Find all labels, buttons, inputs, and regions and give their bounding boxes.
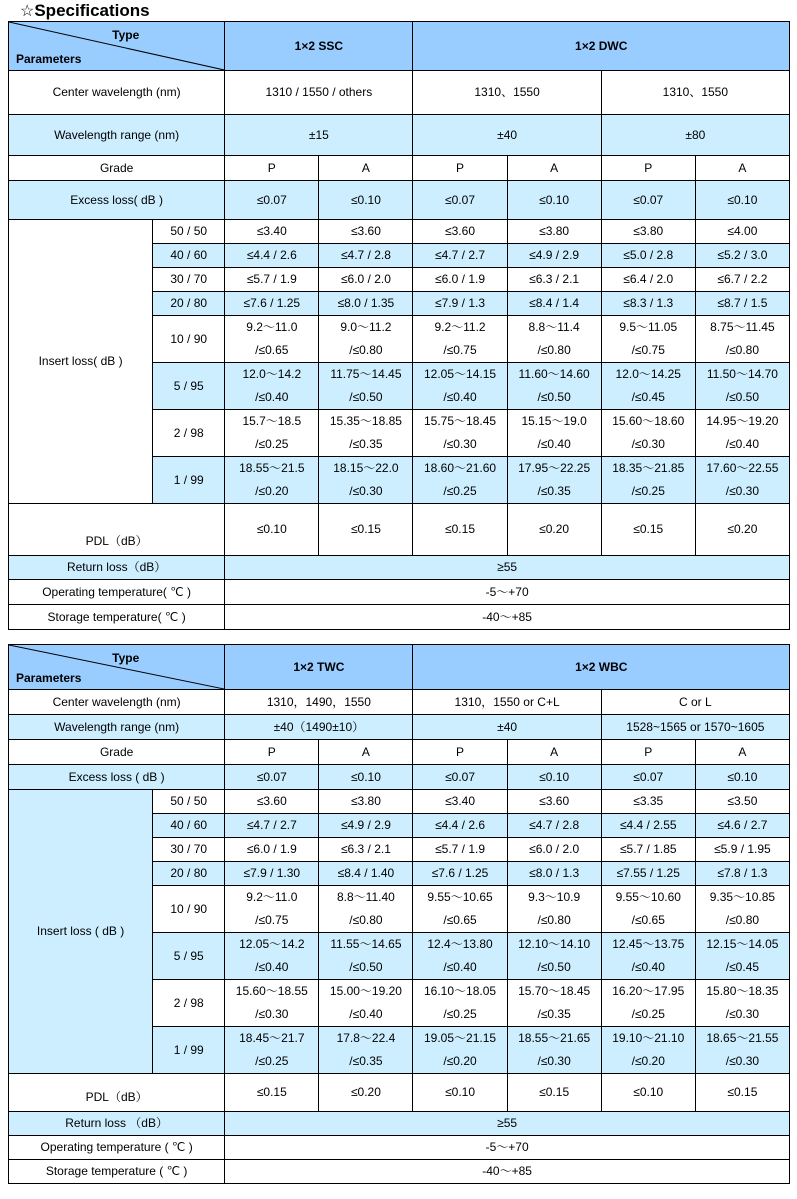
insert-loss-value: ≤6.3 / 2.1 [319,838,413,862]
insert-loss-range: 9.0～11.2 [340,320,392,334]
insert-loss-uniformity: /≤0.30 [255,1007,289,1021]
insert-loss-value: ≤8.0 / 1.35 [319,292,413,316]
insert-loss-value [601,1027,695,1074]
insert-loss-uniformity: /≤0.45 [631,390,665,404]
wavelength-range-value: ±40 [413,715,601,740]
insert-loss-uniformity: /≤0.35 [349,437,383,451]
split-ratio: 2 / 98 [153,980,225,1027]
center-wavelength-value: 1310 / 1550 / others [225,71,413,115]
insert-loss-uniformity: /≤0.75 [443,343,477,357]
insert-loss-range: 15.70～18.45 [518,984,591,998]
insert-loss-value: ≤7.9 / 1.30 [225,862,319,886]
grade-value: A [319,740,413,765]
insert-loss-range: 9.3～10.9 [528,890,581,904]
insert-loss-value: ≤8.4 / 1.4 [507,292,601,316]
insert-loss-range: 12.05～14.15 [423,367,497,381]
insert-loss-range: 9.55～10.60 [615,890,681,904]
insert-loss-value [225,363,319,410]
insert-loss-value [507,363,601,410]
insert-loss-uniformity: /≤0.50 [349,390,383,404]
insert-loss-uniformity: /≤0.40 [255,390,289,404]
split-ratio: 1 / 99 [153,1027,225,1074]
grade-value: P [601,740,695,765]
excess-loss-value: ≤0.10 [695,765,789,790]
insert-loss-value: ≤4.9 / 2.9 [507,244,601,268]
insert-loss-range: 18.65～21.55 [706,1031,779,1045]
spec-table-ssc-dwc [8,21,790,630]
insert-loss-range: 15.60～18.55 [235,984,308,998]
operating-temperature-label: Operating temperature ( ℃ ) [9,1136,225,1160]
insert-loss-range: 15.80～18.35 [706,984,779,998]
insert-loss-uniformity: /≤0.30 [631,437,665,451]
operating-temperature-value: -5～+70 [225,580,790,605]
insert-loss-range: 18.45～21.7 [239,1031,305,1045]
grade-label: Grade [9,156,225,181]
insert-loss-value: ≤4.7 / 2.7 [413,244,507,268]
insert-loss-range: 9.2～11.0 [246,320,298,334]
insert-loss-range: 18.60～21.60 [423,461,497,475]
insert-loss-range: 9.55～10.65 [427,890,493,904]
return-loss-label: Return loss （dB） [9,1112,225,1136]
insert-loss-value [319,933,413,980]
insert-loss-value [319,363,413,410]
storage-temperature-value: -40～+85 [225,1160,790,1184]
excess-loss-label: Excess loss( dB ) [9,181,225,220]
insert-loss-value [507,410,601,457]
wavelength-range-value: ±40（1490±10） [225,715,413,740]
insert-loss-value [507,1027,601,1074]
insert-loss-value: ≤5.9 / 1.95 [695,838,789,862]
grade-label: Grade [9,740,225,765]
wavelength-range-value: 1528~1565 or 1570~1605 [601,715,789,740]
insert-loss-value [601,980,695,1027]
insert-loss-range: 12.05～14.2 [239,937,305,951]
wavelength-range-value: ±80 [601,115,789,156]
insert-loss-value: ≤5.7 / 1.85 [601,838,695,862]
insert-loss-uniformity: /≤0.50 [537,390,571,404]
grade-value: P [225,156,319,181]
insert-loss-uniformity: /≤0.25 [443,1007,477,1021]
pdl-value: ≤0.15 [319,504,413,556]
insert-loss-value [601,933,695,980]
insert-loss-range: 8.75～11.45 [710,320,775,334]
insert-loss-range: 18.35～21.85 [612,461,685,475]
product-type-header: 1×2 TWC [225,645,413,690]
insert-loss-value: ≤6.7 / 2.2 [695,268,789,292]
insert-loss-range: 9.2～11.0 [246,890,298,904]
insert-loss-value: ≤5.2 / 3.0 [695,244,789,268]
insert-loss-value [319,886,413,933]
center-wavelength-value: C or L [601,690,789,715]
insert-loss-value [695,410,789,457]
center-wavelength-value: 1310、1550 [413,71,601,115]
split-ratio: 50 / 50 [153,220,225,244]
insert-loss-value [507,886,601,933]
insert-loss-value [695,933,789,980]
insert-loss-value: ≤3.50 [695,790,789,814]
insert-loss-value [695,316,789,363]
insert-loss-uniformity: /≤0.65 [631,913,665,927]
insert-loss-value: ≤6.0 / 2.0 [319,268,413,292]
insert-loss-value [225,933,319,980]
insert-loss-uniformity: /≤0.30 [725,484,760,498]
insert-loss-value [507,933,601,980]
insert-loss-value: ≤7.8 / 1.3 [695,862,789,886]
insert-loss-uniformity: /≤0.45 [725,960,760,974]
pdl-value: ≤0.10 [413,1074,507,1112]
grade-value: A [695,156,789,181]
grade-value: A [507,156,601,181]
insert-loss-value: ≤6.4 / 2.0 [601,268,695,292]
center-wavelength-value: 1310，1550 or C+L [413,690,601,715]
return-loss-label: Return loss（dB） [9,556,225,580]
insert-loss-uniformity: /≤0.30 [725,1007,760,1021]
insert-loss-value: ≤3.60 [507,790,601,814]
insert-loss-value: ≤4.4 / 2.6 [225,244,319,268]
insert-loss-range: 15.75～18.45 [423,414,497,428]
insert-loss-range: 8.8～11.40 [337,890,395,904]
split-ratio: 5 / 95 [153,363,225,410]
storage-temperature-value: -40～+85 [225,605,790,630]
insert-loss-uniformity: /≤0.80 [537,343,571,357]
insert-loss-uniformity: /≤0.20 [255,484,289,498]
grade-value: A [319,156,413,181]
excess-loss-value: ≤0.10 [507,181,601,220]
insert-loss-label: Insert loss( dB ) [9,220,153,504]
insert-loss-value: ≤4.7 / 2.8 [319,244,413,268]
excess-loss-label: Excess loss ( dB ) [9,765,225,790]
insert-loss-value [319,1027,413,1074]
insert-loss-range: 11.75～14.45 [330,367,402,381]
pdl-value: ≤0.15 [225,1074,319,1112]
excess-loss-value: ≤0.07 [225,765,319,790]
insert-loss-uniformity: /≤0.50 [537,960,571,974]
excess-loss-value: ≤0.07 [413,765,507,790]
type-parameters-header [9,22,225,71]
insert-loss-uniformity: /≤0.40 [631,960,665,974]
grade-value: P [413,740,507,765]
insert-loss-value: ≤3.60 [225,790,319,814]
insert-loss-value: ≤3.80 [319,790,413,814]
insert-loss-range: 17.60～22.55 [706,461,779,475]
insert-loss-range: 9.35～10.85 [709,890,776,904]
insert-loss-range: 16.10～18.05 [424,984,497,998]
insert-loss-value: ≤4.6 / 2.7 [695,814,789,838]
insert-loss-uniformity: /≤0.25 [631,1007,665,1021]
insert-loss-range: 11.55～14.65 [330,937,402,951]
insert-loss-uniformity: /≤0.40 [255,960,289,974]
excess-loss-value: ≤0.07 [413,181,507,220]
insert-loss-value: ≤4.00 [695,220,789,244]
insert-loss-value [225,980,319,1027]
split-ratio: 30 / 70 [153,268,225,292]
insert-loss-uniformity: /≤0.80 [537,913,571,927]
insert-loss-uniformity: /≤0.40 [537,437,571,451]
insert-loss-value: ≤4.4 / 2.6 [413,814,507,838]
grade-value: P [601,156,695,181]
type-parameters-header [9,645,225,690]
insert-loss-value [319,316,413,363]
insert-loss-uniformity: /≤0.25 [255,1054,289,1068]
insert-loss-range: 15.00～19.20 [329,984,402,998]
insert-loss-uniformity: /≤0.50 [725,390,760,404]
insert-loss-value: ≤5.7 / 1.9 [413,838,507,862]
insert-loss-uniformity: /≤0.80 [349,913,383,927]
excess-loss-value: ≤0.07 [225,181,319,220]
insert-loss-uniformity: /≤0.25 [631,484,665,498]
insert-loss-value [319,410,413,457]
insert-loss-value [319,980,413,1027]
insert-loss-value: ≤8.0 / 1.3 [507,862,601,886]
insert-loss-value [225,316,319,363]
insert-loss-value: ≤7.9 / 1.3 [413,292,507,316]
insert-loss-value: ≤3.40 [413,790,507,814]
insert-loss-value: ≤3.80 [507,220,601,244]
insert-loss-uniformity: /≤0.80 [725,343,760,357]
insert-loss-value [413,980,507,1027]
storage-temperature-label: Storage temperature( ℃ ) [9,605,225,630]
insert-loss-value [413,363,507,410]
center-wavelength-label: Center wavelength (nm) [9,71,225,115]
insert-loss-value [225,457,319,504]
insert-loss-value: ≤5.0 / 2.8 [601,244,695,268]
insert-loss-range: 8.8～11.4 [528,320,580,334]
insert-loss-value: ≤8.3 / 1.3 [601,292,695,316]
insert-loss-range: 17.8～22.4 [336,1031,396,1045]
split-ratio: 50 / 50 [153,790,225,814]
center-wavelength-value: 1310，1490，1550 [225,690,413,715]
insert-loss-range: 15.35～18.85 [329,414,402,428]
insert-loss-value [413,457,507,504]
excess-loss-value: ≤0.10 [319,181,413,220]
split-ratio: 40 / 60 [153,244,225,268]
pdl-value: ≤0.15 [413,504,507,556]
insert-loss-uniformity: /≤0.65 [443,913,477,927]
insert-loss-range: 11.60～14.60 [518,367,590,381]
pdl-value: ≤0.10 [225,504,319,556]
pdl-value: ≤0.20 [695,504,789,556]
insert-loss-value [225,410,319,457]
insert-loss-uniformity: /≤0.30 [443,437,477,451]
pdl-value: ≤0.15 [695,1074,789,1112]
insert-loss-range: 12.0～14.25 [615,367,681,381]
insert-loss-value: ≤6.3 / 2.1 [507,268,601,292]
insert-loss-range: 15.60～18.60 [612,414,685,428]
insert-loss-uniformity: /≤0.30 [725,1054,760,1068]
split-ratio: 10 / 90 [153,886,225,933]
grade-value: A [507,740,601,765]
insert-loss-value [507,316,601,363]
insert-loss-value: ≤8.7 / 1.5 [695,292,789,316]
pdl-value: ≤0.10 [601,1074,695,1112]
insert-loss-value: ≤6.0 / 1.9 [413,268,507,292]
pdl-value: ≤0.20 [507,504,601,556]
insert-loss-value: ≤8.4 / 1.40 [319,862,413,886]
operating-temperature-label: Operating temperature( ℃ ) [9,580,225,605]
split-ratio: 1 / 99 [153,457,225,504]
pdl-label: PDL（dB） [9,1074,225,1112]
insert-loss-range: 12.10～14.10 [518,937,591,951]
pdl-value: ≤0.15 [601,504,695,556]
split-ratio: 2 / 98 [153,410,225,457]
star-icon: ☆ [20,3,35,20]
excess-loss-value: ≤0.10 [507,765,601,790]
pdl-label: PDL（dB） [9,504,225,556]
page-title [20,1,150,22]
insert-loss-uniformity: /≤0.25 [255,437,289,451]
title-text: Specifications [34,1,150,20]
insert-loss-range: 9.5～11.05 [619,320,678,334]
product-type-header: 1×2 SSC [225,22,413,71]
insert-loss-range: 17.95～22.25 [518,461,591,475]
insert-loss-range: 15.7～18.5 [242,414,302,428]
insert-loss-value: ≤4.9 / 2.9 [319,814,413,838]
insert-loss-value [225,886,319,933]
insert-loss-uniformity: /≤0.30 [349,484,383,498]
return-loss-value: ≥55 [225,556,790,580]
insert-loss-uniformity: /≤0.40 [725,437,760,451]
insert-loss-range: 12.0～14.2 [242,367,302,381]
insert-loss-value [601,886,695,933]
grade-value: P [225,740,319,765]
insert-loss-range: 18.55～21.5 [239,461,305,475]
insert-loss-range: 18.15～22.0 [333,461,399,475]
insert-loss-uniformity: /≤0.35 [349,1054,383,1068]
insert-loss-value: ≤3.35 [601,790,695,814]
insert-loss-range: 19.05～21.15 [424,1031,497,1045]
insert-loss-value: ≤4.7 / 2.7 [225,814,319,838]
excess-loss-value: ≤0.07 [601,765,695,790]
insert-loss-value: ≤4.7 / 2.8 [507,814,601,838]
wavelength-range-label: Wavelength range (nm) [9,115,225,156]
excess-loss-value: ≤0.07 [601,181,695,220]
pdl-value: ≤0.20 [319,1074,413,1112]
insert-loss-value [601,316,695,363]
wavelength-range-value: ±40 [413,115,601,156]
insert-loss-uniformity: /≤0.25 [443,484,477,498]
insert-loss-uniformity: /≤0.20 [443,1054,477,1068]
insert-loss-value: ≤3.60 [413,220,507,244]
insert-loss-value: ≤7.6 / 1.25 [413,862,507,886]
center-wavelength-label: Center wavelength (nm) [9,690,225,715]
insert-loss-range: 11.50～14.70 [706,367,778,381]
type-label: Type [112,28,140,42]
split-ratio: 40 / 60 [153,814,225,838]
parameters-label: Parameters [16,671,82,685]
center-wavelength-value: 1310、1550 [601,71,789,115]
insert-loss-uniformity: /≤0.40 [443,960,477,974]
parameters-label: Parameters [16,52,82,66]
insert-loss-range: 12.15～14.05 [706,937,779,951]
insert-loss-range: 16.20～17.95 [612,984,685,998]
insert-loss-value: ≤4.4 / 2.55 [601,814,695,838]
insert-loss-value [601,363,695,410]
operating-temperature-value: -5～+70 [225,1136,790,1160]
pdl-value: ≤0.15 [507,1074,601,1112]
insert-loss-value [507,980,601,1027]
insert-loss-value [695,457,789,504]
split-ratio: 20 / 80 [153,292,225,316]
insert-loss-uniformity: /≤0.80 [725,913,760,927]
insert-loss-range: 14.95～19.20 [706,414,779,428]
storage-temperature-label: Storage temperature ( ℃ ) [9,1160,225,1184]
insert-loss-range: 12.4～13.80 [427,937,493,951]
insert-loss-value [319,457,413,504]
insert-loss-value [413,1027,507,1074]
insert-loss-uniformity: /≤0.75 [631,343,665,357]
insert-loss-uniformity: /≤0.65 [255,343,289,357]
insert-loss-value: ≤3.60 [319,220,413,244]
insert-loss-value [601,410,695,457]
insert-loss-uniformity: /≤0.35 [537,1007,571,1021]
insert-loss-uniformity: /≤0.20 [631,1054,665,1068]
insert-loss-value [413,933,507,980]
insert-loss-value [695,886,789,933]
insert-loss-value [413,886,507,933]
insert-loss-value [413,410,507,457]
split-ratio: 10 / 90 [153,316,225,363]
insert-loss-range: 19.10～21.10 [612,1031,685,1045]
excess-loss-value: ≤0.10 [695,181,789,220]
insert-loss-value: ≤7.6 / 1.25 [225,292,319,316]
insert-loss-value [695,1027,789,1074]
grade-value: A [695,740,789,765]
insert-loss-uniformity: /≤0.40 [443,390,477,404]
excess-loss-value: ≤0.10 [319,765,413,790]
insert-loss-value [601,457,695,504]
insert-loss-uniformity: /≤0.35 [537,484,571,498]
insert-loss-value [225,1027,319,1074]
insert-loss-value [695,980,789,1027]
spec-table-twc-wbc [8,644,790,1184]
insert-loss-range: 9.2～11.2 [434,320,486,334]
insert-loss-value: ≤6.0 / 2.0 [507,838,601,862]
grade-value: P [413,156,507,181]
wavelength-range-label: Wavelength range (nm) [9,715,225,740]
insert-loss-value: ≤6.0 / 1.9 [225,838,319,862]
type-label: Type [112,651,140,665]
insert-loss-range: 12.45～13.75 [612,937,685,951]
insert-loss-value [507,457,601,504]
split-ratio: 5 / 95 [153,933,225,980]
return-loss-value: ≥55 [225,1112,790,1136]
insert-loss-uniformity: /≤0.75 [255,913,289,927]
product-type-header: 1×2 WBC [413,645,790,690]
insert-loss-value: ≤5.7 / 1.9 [225,268,319,292]
insert-loss-uniformity: /≤0.80 [349,343,383,357]
insert-loss-range: 15.15～19.0 [521,414,587,428]
insert-loss-uniformity: /≤0.30 [537,1054,571,1068]
insert-loss-value: ≤3.40 [225,220,319,244]
insert-loss-label: Insert loss ( dB ) [9,790,153,1074]
insert-loss-value [695,363,789,410]
wavelength-range-value: ±15 [225,115,413,156]
insert-loss-value [413,316,507,363]
split-ratio: 30 / 70 [153,838,225,862]
insert-loss-uniformity: /≤0.40 [349,1007,383,1021]
insert-loss-range: 18.55～21.65 [518,1031,591,1045]
split-ratio: 20 / 80 [153,862,225,886]
insert-loss-uniformity: /≤0.50 [349,960,383,974]
product-type-header: 1×2 DWC [413,22,790,71]
insert-loss-value: ≤3.80 [601,220,695,244]
insert-loss-value: ≤7.55 / 1.25 [601,862,695,886]
